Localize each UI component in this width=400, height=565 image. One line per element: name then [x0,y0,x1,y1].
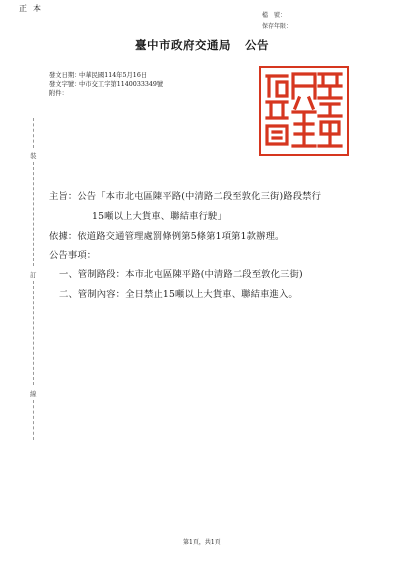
binding-dashed-line-4 [33,400,35,440]
binding-mark-ding: 訂 [30,271,37,279]
retention-period-label: 保存年限： [262,23,293,30]
document-number-label: 發文字號： [49,81,81,88]
issue-date-value: 中華民國114年5月16日 [79,72,148,79]
binding-dashed-line-3 [33,281,35,385]
official-seal-icon [259,66,349,156]
copy-mark: 正本 [19,4,47,13]
document-number-value: 中市交工字第1140033349號 [79,81,164,88]
subject-line-1: 主旨：公告「本市北屯區陳平路(中清路二段至敦化三街)路段禁行 [49,191,322,202]
binding-mark-zhuang: 裝 [30,152,37,160]
binding-dashed-line-1 [33,118,35,148]
page-title [135,37,269,53]
binding-mark-xian: 線 [30,390,37,398]
binding-dashed-line-2 [33,162,35,266]
announcement-item-2: 二、管制內容：全日禁止15噸以上大貨車、聯結車進入。 [59,289,298,300]
document-number [49,79,163,88]
attachment-label: 附件： [49,90,68,97]
attachment [49,88,79,97]
basis-line: 依據：依道路交通管理處罰條例第5條第1項第1款辦理。 [49,231,285,242]
issue-date [49,70,147,79]
subject-line-2: 15噸以上大貨車、聯結車行駛」 [92,211,227,222]
file-number-label: 檔 號： [262,12,287,19]
agency-name: 臺中市政府交通局 [135,38,231,52]
announcement-items-heading: 公告事項： [49,250,97,261]
issue-date-label: 發文日期： [49,72,81,79]
document-type: 公告 [245,38,269,52]
official-seal-graphic [261,68,346,153]
page-indicator: 第1頁，共1頁 [183,539,221,546]
announcement-item-1: 一、管制路段：本市北屯區陳平路(中清路二段至敦化三街) [59,269,303,280]
